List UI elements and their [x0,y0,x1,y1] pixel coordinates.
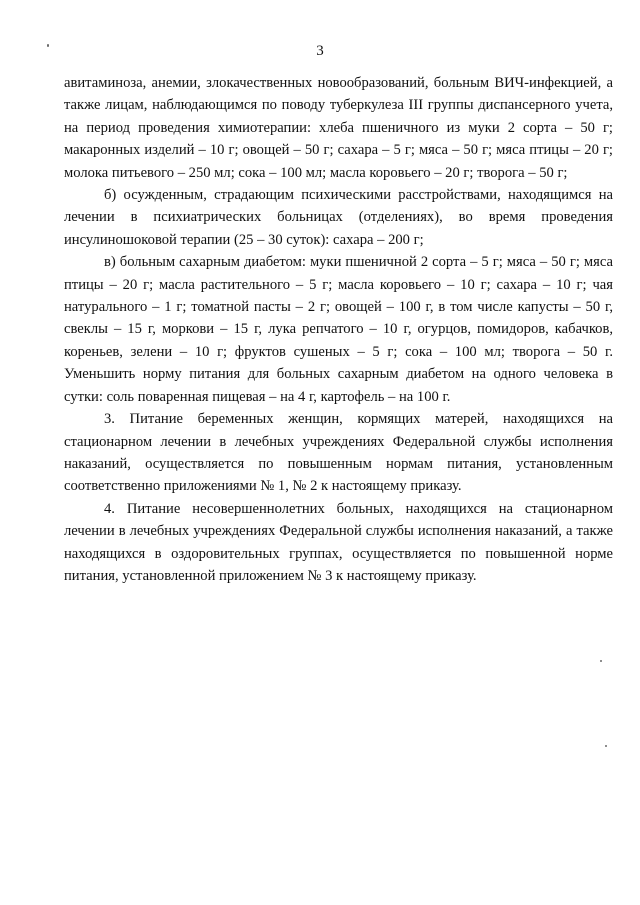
paragraph-clause-3: 3. Питание беременных женщин, кормящих матерей, находящихся на стационарном лечении в лечебных учреждениях Федеральной службы исполнения наказаний, осуществляется по повышенным нормам питания, установленным соответственно приложениями № 1, № 2 к настоящему приказу. [64,411,613,495]
scan-speck [600,660,602,662]
paragraph-item-v: в) больным сахарным диабетом: муки пшеничной 2 сорта – 5 г; мяса – 50 г; мяса птицы – 20 г; масла растительного – 5 г; масла коровьего – 10 г; сахара – 10 г; чая натурального – 1 г; томатной пасты – 2 г; овощей – 100 г, в том числе капусты – 50 г, свеклы – 15 г, моркови – 15 г, лука репчатого – 10 г, огурцов, помидоров, кабачков, кореньев, зелени – 10 г; фруктов сушеных – 5 г; сока – 100 мл; творога – 50 г. Уменьшить норму питания для больных сахарным диабетом на одного человека в сутки: соль поваренная пищевая – на 4 г, картофель – на 100 г. [64,254,613,405]
paragraph-item-b: б) осужденным, страдающим психическими расстройствами, находящимся на лечении в психиатрических больницах (отделениях), во время проведения инсулиношоковой терапии (25 – 30 суток): сахара – 200 г; [64,187,613,248]
paragraph-continuation: авитаминоза, анемии, злокачественных новообразований, больным ВИЧ-инфекцией, а также лицам, наблюдающимся по поводу туберкулеза III группы диспансерного учета, на период проведения химиотерапии: хлеба пшеничного из муки 2 сорта – 50 г; макаронных изделий – 10 г; овощей – 50 г; сахара – 5 г; мяса – 50 г; мяса птицы – 20 г; молока питьевого – 250 мл; сока – 100 мл; масла коровьего – 20 г; творога – 50 г; [64,75,613,181]
page-number: 3 [316,43,324,59]
document-body [64,72,613,587]
paragraph-clause-4: 4. Питание несовершеннолетних больных, находящихся на стационарном лечении в лечебных учреждениях Федеральной службы исполнения наказаний, а также находящихся в оздоровительных группах, осуществляется по повышенной норме питания, установленной приложением № 3 к настоящему приказу. [64,500,613,584]
scan-speck [605,745,607,747]
